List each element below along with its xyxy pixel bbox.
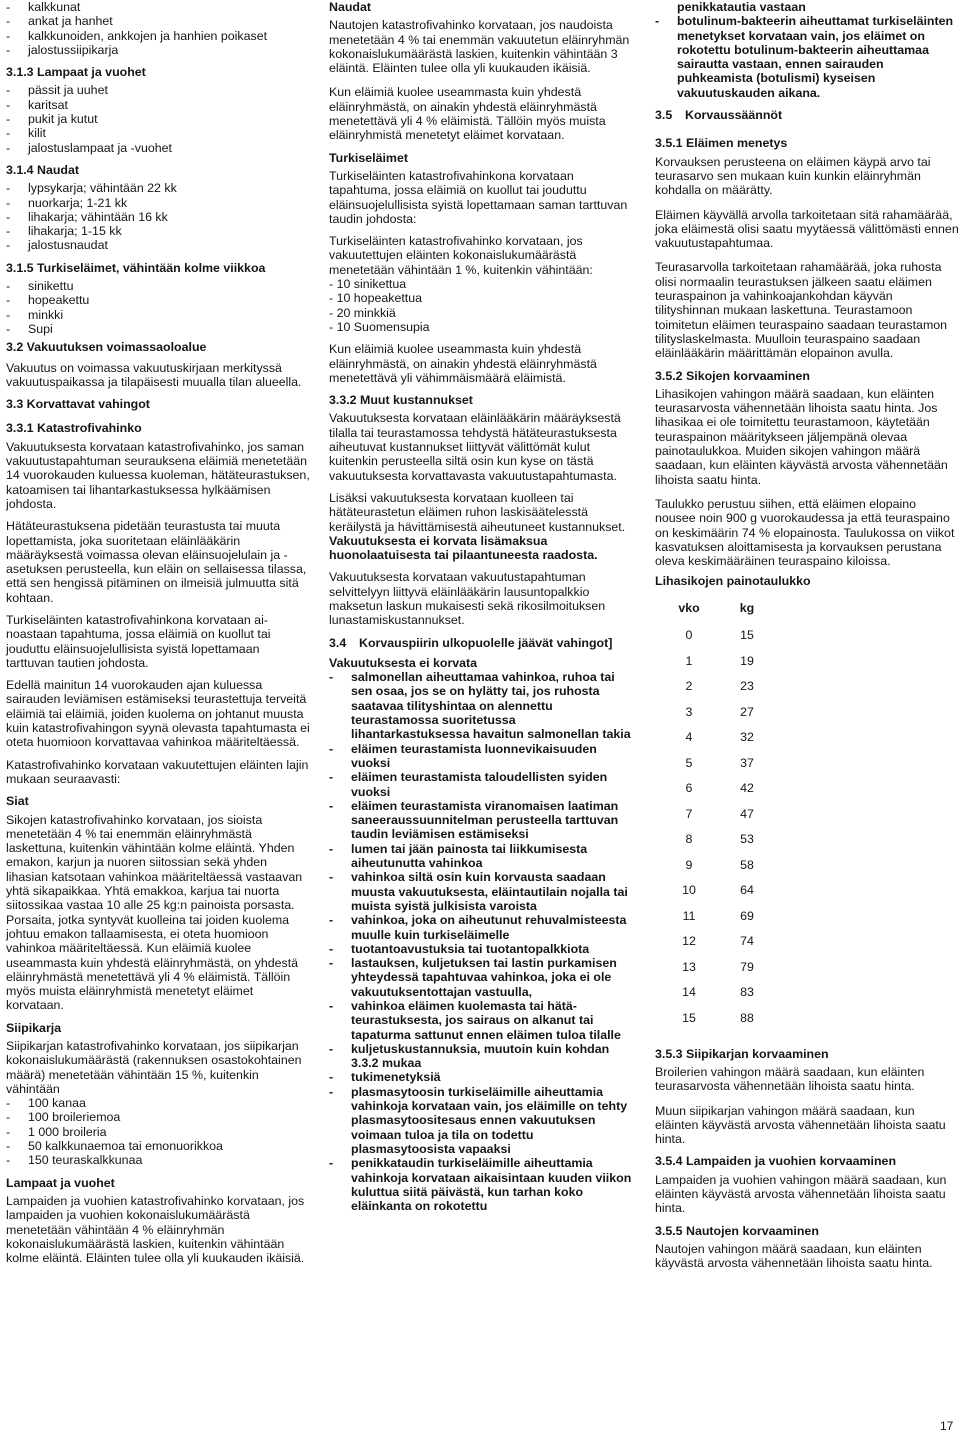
list-item: - 20 minkkiä [329,305,396,320]
table-row [659,980,775,1006]
list-item: - 10 hopeakettua [329,291,423,306]
paragraph: Teurasarvolla tarkoitetaan rahamäärää, joka ruhosta olisi normaalin teurastuksen jälkeen saatu eläimen teuraspainon ja vahinkoajankohdan käyvän tilityshinnan mukaan laskettuna. Teurastamoon toimitetun eläimen teuraspaino saadaan teurastamon tilityslaskelmasta. Muulloin teuraspaino saadaan eläinlääkärin määrittämän elopainon avulla. [655,260,948,361]
table-title: Lihasikojen painotaulukko [655,574,811,589]
heading-3-2: 3.2 Vakuutuksen voimassaoloalue [6,340,207,355]
list-turkis [329,277,635,334]
list-item: - vahinkoa siltä osin kuin korvausta saadaan muusta vakuutuksesta, eläintautilain nojalla tai muista syistä julkisista varoista [329,870,628,913]
paragraph: Turkiseläinten katastrofivahinkona korvataan tapahtuma, jossa eläimiä on kuollut tai jouduttu eläinsuojelullisista syistä lopettamaan saman tarttuvan taudin johdosta: [329,168,628,226]
list-item: - kalkkunat [6,0,81,14]
list-item: - salmonellan aiheuttamaa vahinkoa, ruhoa tai sen osaa, jos se on hylätty tai, jos ruhosta saatavaa tilityshintaa on alennettu teurastamossa suoritetussa lihantarkastuksessa havaitun salmonellan takia [329,670,631,742]
paragraph: Lampaiden ja vuohien katastrofivahinko korvataan, jos lampaiden ja vuohien kokonaislukumäärästä menetetään vähintään 4 % eläinryhmän kokonaislukumäärästä laskien, kuitenkin vähintään kolme eläintä. Eläinten tulee olla yli kuukauden ikäisiä. [6,1193,305,1266]
list-item: - Supi [6,321,53,336]
table-cell: 32 [740,730,754,745]
list-item: - eläimen teurastamista viranomaisen laatiman saneeraussuunnitelman perusteella tarttuvan taudin leviämisen estämiseksi [329,798,619,842]
table-row [659,776,775,802]
list-item: - tuotantoavustuksia tai tuotantopalkkiota [329,941,590,956]
heading-3-5-5: 3.5.5 Nautojen korvaaminen [655,1223,819,1238]
list-item: - minkki [6,307,64,322]
paragraph: Nautojen katastrofivahinko korvataan, jos naudoista menetetään 4 % tai enemmän vakuutetun eläinryhmän kokonaislukumäärästä laskien, kuitenkin vähintään 3 eläintä. Eläinten tulee olla yli kuukauden ikäisiä. [329,18,630,76]
table-row [659,929,775,955]
list-item: - vahinkoa eläimen kuolemasta tai hätäteurastuksesta, jos sairaus on alkanut tai tapaturma sattunut ennen eläimen tuloa tilalle [329,999,621,1042]
list-item: - eläimen teurastamista taloudellisten syiden vuoksi [329,770,608,799]
table-cell: 58 [740,857,754,872]
list-item: - lypsykarja; vähintään 22 kk [6,181,177,196]
heading-siipikarja: Siipikarja [6,1020,62,1035]
paragraph: Turkiseläinten katastrofivahinkona korvataan ainoastaan tapahtuma, jossa eläimiä on kuollut tai jouduttu eläinsuojelullisista syistä lopettamaan tarttuvan tautien johdosta. [6,612,271,670]
table-header-row [659,593,775,623]
list-item: - eläimen teurastamista luonnevikaisuuden vuoksi [329,741,597,770]
list-item: - nuorkarja; 1-21 kk [6,195,128,210]
list-item: - 50 kalkkunaemoa tai emonuorikkoa [6,1139,223,1154]
table-cell: 7 [685,806,693,821]
table-cell: 53 [740,832,754,847]
list-item: - plasmasytoosin turkiseläimille aiheuttamia vahinkoja korvataan vain, jos eläimille on tehty plasmasytoositesaus ennen vakuutuksen voimaan tuloa ja tila on todettu plasmasytoosista vapaaksi [329,1084,628,1156]
list-item-continued: penikkatautia vastaan [677,0,806,14]
list-item: - jalostusnaudat [6,238,108,253]
heading-3-3: 3.3 Korvattavat vahingot [6,397,150,412]
table-cell: 64 [740,883,754,898]
table-cell: 8 [685,832,693,847]
paragraph [329,491,635,562]
table-row [659,623,775,649]
table-row [659,648,775,674]
table-cell: 14 [682,985,696,1000]
heading-3-5 [655,108,959,122]
paragraph: Lihasikojen vahingon määrä saadaan, kun eläinten teurasarvosta vähennetään lihoista saatu hinta. Jos lihasikaa ei ole toimitettu teurastamoon, käytetään teuraspainon määritykseen jäljempänä olevaa painotaulukkoa. Muiden sikojen vahingon määrä saadaan, kun eläinten käyvästä arvosta vähennetään lihoista saatu hinta. [655,386,948,487]
paragraph-bold-text: Vakuutuksesta ei korvata lisämaksua huonolaatuisesta tai pilaantuneesta raadosta. [329,533,598,563]
table-cell: 42 [740,781,754,796]
table-cell: 13 [682,959,696,974]
table-cell: 4 [685,730,693,745]
heading-3-1-3: 3.1.3 Lampaat ja vuohet [6,65,146,80]
list-item: - 1 000 broileria [6,1124,107,1139]
list-siipikarja [6,1096,310,1167]
table-cell: 69 [740,908,754,923]
table-cell: 83 [740,985,754,1000]
table-cell: 27 [740,704,754,719]
column-header-kg: kg [739,600,755,615]
list-item: - lastauksen, kuljetuksen tai lastin purkamisen yhteydessä tapahtuvaa vahinkoa, joka ei ole vakuutuksentottajan vastuulla, [329,956,617,999]
paragraph: Siipikarjan katastrofivahinko korvataan, jos siipikarjan kokonaislukumäärästä (rakennuksen osastokohtainen määrä) menetetään vähintään 15 %, kuitenkin vähintään [6,1039,302,1096]
paragraph: Turkiseläinten katastrofivahinko korvataan, jos vakuutettujen eläinten kokonaislukumäärästä menetetään vähintään 1 %, kuitenkin vähintään: [329,234,593,277]
table-row [659,699,775,725]
table-cell: 79 [740,959,754,974]
heading-number: 3.5 [655,108,673,123]
table-row [659,750,775,776]
table-cell: 1 [685,653,693,668]
column-2 [329,0,635,1213]
paragraph: Muun siipikarjan vahingon määrä saadaan, kun eläinten käyvästä arvosta vähennetään lihoista saatu hinta. [655,1103,946,1147]
paragraph: Sikojen katastrofivahinko korvataan, jos sioista menetetään 4 % tai enemmän eläinryhmästä laskettuna, kuitenkin vähintään kolme eläintä. Yhden emakon, karjun ja nuoren siitossian sekä yhden lihasian katsotaan vahinkoa määriteltäessä vastaavan yhtä sikapaikkaa. Yhtä emakkoa, karjua tai nuorta siitossikaa vastaa 10 alle 25 kg:n painoista porsasta. Porsaita, jotka syntyvät kuolleina tai joiden kuolema johtuu emakon tallaamisesta, ei oteta huomioon vahinkoa määriteltäessä. Kun eläimiä kuolee useammasta kuin yhdestä eläinryhmästä, on yhdestä eläinryhmästä menetettävä yli 4 % eläimistä. Tällöin myös muista eläinryhmistä menetetyt eläimet korvataan. [6,812,303,1013]
heading-3-5-2: 3.5.2 Sikojen korvaaminen [655,368,810,383]
table-row [659,725,775,751]
heading-3-1-5: 3.1.5 Turkiseläimet, vähintään kolme viikkoa [6,260,266,275]
list-item: - tukimenetyksiä [329,1070,441,1085]
list-item: - karitsat [6,97,68,112]
list-item: - vahinkoa, joka on aiheutunut rehuvalmisteesta muulle kuin turkiseläimelle [329,913,627,942]
paragraph: Katastrofivahinko korvataan vakuutettujen eläinten lajin mukaan seuraavasti: [6,757,309,786]
list-item: - kilit [6,126,46,141]
paragraph: Broilerien vahingon määrä saadaan, kun eläinten teurasarvosta vähennetään lihoista saatu hinta. [655,1064,925,1094]
paragraph: Korvauksen perusteena on eläimen käypä arvo tai teurasarvo sen mukaan kuin kunkin eläinryhmän kohdalla on määrätty. [655,154,931,198]
table-cell: 15 [682,1010,696,1025]
list-item: - kuljetuskustannuksia, muutoin kuin kohdan 3.3.2 mukaa [329,1041,610,1071]
list-item: - penikkataudin turkiseläimille aiheuttamia vahinkoja korvataan aikaisintaan kuuden viikon kuluttua siitä päivästä, kun tarhan koko eläinkanta on rokotettu [329,1156,632,1214]
table-cell: 15 [740,628,754,643]
table-cell: 5 [685,755,693,770]
table-row [659,674,775,700]
heading-text: Korvauspiirin ulkopuolelle jäävät vahingot] [359,635,613,650]
heading-3-4 [329,636,635,650]
list-item: - 10 sinikettua [329,277,407,292]
column-1 [6,0,310,1265]
weight-table [659,593,775,1031]
paragraph: Taulukko perustuu siihen, että eläimen elopaino nousee noin 900 g vuorokaudessa ja että teuraspaino on keskimäärin 74 % elopainosta. Taulukossa on viikot kasvatuksen aloittamisesta ja korvauksen perustana oleva keskimääräinen teuraspaino kiloissa. [655,496,955,569]
list-item: - jalostussiipikarja [6,42,119,57]
table-row [659,903,775,929]
list-item: - hopeakettu [6,293,90,308]
heading-3-5-3: 3.5.3 Siipikarjan korvaaminen [655,1046,829,1061]
list-314 [6,181,310,252]
heading-3-1-4: 3.1.4 Naudat [6,162,79,177]
paragraph: Vakuutuksesta korvataan katastrofivahinko, jos saman vakuutustapahtuman seurauksena eläimiä menetetään 14 vuorokauden kuluessa kuoleman, hätäteurastuksen, katoamisen tai lihantarkastuksessa hylkäämisen johdosta. [6,439,310,511]
list-item: - sinikettu [6,279,74,294]
table-row [659,852,775,878]
table-cell: 23 [740,679,754,694]
heading-3-5-4: 3.5.4 Lampaiden ja vuohien korvaaminen [655,1154,897,1169]
list-item: - 10 Suomensupia [329,319,430,334]
list-item: - 100 kanaa [6,1096,86,1111]
heading-siat: Siat [6,794,29,809]
list-item: - pukit ja kutut [6,112,98,127]
list-item: - 100 broileriemoa [6,1110,121,1125]
table-cell: 11 [682,908,696,923]
table-row [659,801,775,827]
paragraph: Hätäteurastuksena pidetään teurastusta tai muuta lopettamista, joka suoritetaan eläinlääkärin määräyksestä voimassa olevan eläinsuojelulain ja -asetuksen perusteella, kun eläin on sellaisessa tilassa, että sen hengissä pitäminen on ilmeisiä julmuutta sitä kohtaan. [6,519,307,605]
paragraph: Eläimen käyvällä arvolla tarkoitetaan sitä rahamäärää, joka eläimestä olisi saatu myytäessä välittömästi ennen vakuutustapahtumaa. [655,207,959,251]
table-row [659,1005,775,1031]
table-cell: 0 [685,628,693,643]
list-item: - pässit ja uuhet [6,83,108,98]
table-row [659,827,775,853]
table-cell: 3 [685,704,693,719]
heading-number: 3.4 [329,635,347,650]
list-313 [6,83,310,154]
list-item: - kalkkunoiden, ankkojen ja hanhien poikaset [6,28,268,43]
paragraph: Vakuutus on voimassa vakuutuskirjaan merkityssä vakuutuspaikassa ja tilapäisesti muualla tilan alueella. [6,360,302,389]
list-item: - ankat ja hanhet [6,14,113,29]
table-cell: 9 [685,857,693,872]
table-cell: 74 [740,934,754,949]
list-item: - botulinum-bakteerin aiheuttamat turkiseläinten menetykset korvataan vain, jos eläimet on rokotettu botulinum-bakteerin aiheuttamaa sairautta vastaan, ennen sairauden puhkeamista (botulismi) kyseisen vakuutuskauden aikana. [655,14,954,100]
column-header-vko: vko [678,600,700,615]
list-item: - jalostuslampaat ja -vuohet [6,140,172,155]
list-item: - lumen tai jään painosta tai liikkumisesta aiheutunutta vahinkoa [329,841,588,871]
table-cell: 47 [740,806,754,821]
heading-turkiselaimet: Turkiseläimet [329,150,408,165]
paragraph: Nautojen vahingon määrä saadaan, kun eläinten käyvästä arvosta vähennetään lihoista saatu hinta. [655,1241,933,1271]
table-row [659,954,775,980]
table-cell: 12 [682,934,696,949]
heading-naudat: Naudat [329,0,371,14]
paragraph: Lampaiden ja vuohien vahingon määrä saadaan, kun eläinten käyvästä arvosta vähennetään lihoista saatu hinta. [655,1172,947,1216]
table-cell: 19 [740,653,754,668]
paragraph-text: Lisäksi vakuutuksesta korvataan kuolleen tai hätäteurastetun eläimen ruhon laskisäätelesstä keräilystä ja hävittämisestä aiheutuneet kustannukset. [329,490,626,534]
paragraph: Edellä mainitun 14 vuorokauden ajan kuluessa sairauden leviämisen estämiseksi teurastettuja terveitä eläimiä tai eläimiä, joiden kuolema on johtanut muusta kuin katastrofivahingon syynä olevasta tapahtumasta ei oteta huomioon korvattavaa vahinkoa määriteltäessä. [6,678,310,750]
table-cell: 6 [685,781,693,796]
paragraph: Kun eläimiä kuolee useammasta kuin yhdestä eläinryhmästä, on ainakin yhdestä eläinryhmästä menetettävä yli vähimmäismäärä eläimistä. [329,342,597,385]
page-number: 17 [940,1419,954,1433]
table-cell: 2 [685,679,693,694]
heading-text: Korvaussäännöt [685,108,783,123]
table-row [659,878,775,904]
list-item: - lihakarja; vähintään 16 kk [6,209,168,224]
list-item: - 150 teuraskalkkunaa [6,1153,143,1168]
list-315 [6,279,310,336]
list-top [6,0,310,57]
paragraph: Kun eläimiä kuolee useammasta kuin yhdestä eläinryhmästä, on ainakin yhdestä eläinryhmästä menetettävä yli 4 % eläimistä. Tällöin myös muista eläinryhmistä menetetyt eläimet korvataan. [329,85,606,143]
paragraph: Vakuutuksesta korvataan vakuutustapahtuman selvittelyyn liittyvä eläinlääkärin lausuntopalkkio maksetun laskun mukaisesti sekä rikosilmoituksen lunastamiskustannukset. [329,570,606,628]
heading-3-5-1: 3.5.1 Eläimen menetys [655,136,788,151]
heading-3-3-1: 3.3.1 Katastrofivahinko [6,421,142,436]
list-item: - lihakarja; 1-15 kk [6,224,122,239]
heading-3-3-2: 3.3.2 Muut kustannukset [329,393,473,408]
paragraph: Vakuutuksesta korvataan eläinlääkärin määräyksestä tilalla tai teurastamossa tehdystä hätäteurastuksesta aiheutuvat kustannukset liittyvät välittömät kulut kuitenkin perusteella siltä osin kun kyse on tästä vakuutuksesta korvattavasta vakuutustapahtumasta. [329,411,621,483]
table-cell: 88 [740,1010,754,1025]
heading-vakuutuksesta-ei-korvata: Vakuutuksesta ei korvata [329,655,478,670]
exclusion-list [329,670,635,1213]
heading-lampaat: Lampaat ja vuohet [6,1175,115,1190]
column-3 [655,0,959,1271]
table-cell: 10 [682,883,696,898]
table-cell: 37 [740,755,754,770]
